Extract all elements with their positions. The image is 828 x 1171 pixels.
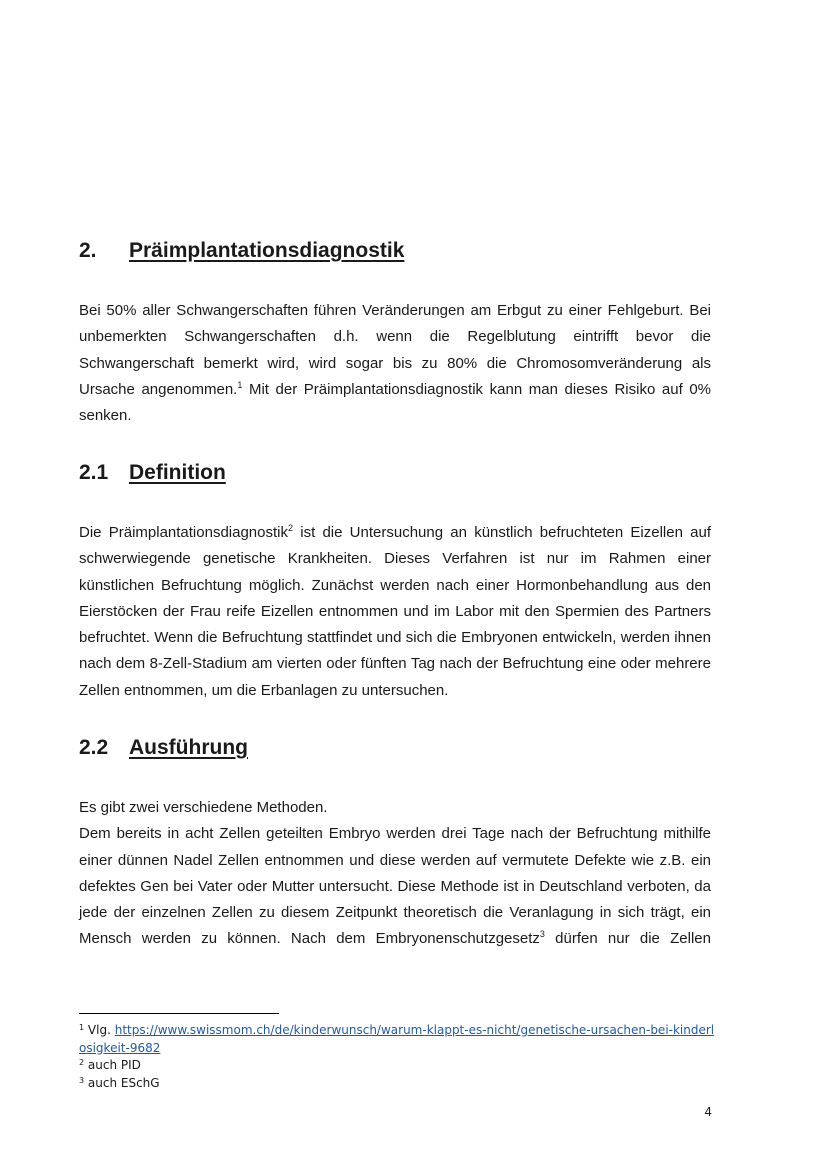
paragraph-text: Die Präimplantationsdiagnostik: [79, 524, 288, 541]
footnote-ref-3: 3: [539, 929, 545, 940]
section-number: 2.1: [79, 461, 109, 484]
footnote-text: auch ESchG: [84, 1075, 160, 1090]
footnote-ref-2: 2: [288, 523, 294, 533]
section-title: Präimplantationsdiagnostik: [129, 239, 405, 262]
section-number: 2.2: [79, 736, 109, 759]
paragraph-text: Mit der Präimplantationsdiagnostik kann man dieses Risiko auf 0% senken.: [79, 380, 712, 425]
section-heading-2-2: [79, 735, 248, 761]
paragraph-definition: [79, 520, 711, 704]
paragraph-line: Es gibt zwei verschiedene Methoden.: [79, 799, 328, 816]
paragraph-intro: [79, 298, 711, 429]
footnote-text: auch PID: [84, 1058, 141, 1072]
paragraph-text: Dem bereits in acht Zellen geteilten Embryo werden drei Tage nach der Befruchtung mithilfe einer dünnen Nadel Zellen entnommen und diese werden auf vermutete Defekte wie z.B. ein defektes Gen bei Vater oder Mutter untersucht. Diese Methode ist in Deutschland verboten, da jede der einzelnen Zellen zu diesem Zeitpunkt theoretisch die Veranlagung in sich trägt, ein Mensch werden zu können. Nach dem Embryonenschutzgesetz: [79, 825, 711, 948]
footnote-separator: [79, 1013, 279, 1014]
section-title: Definition: [129, 461, 226, 484]
page-number: 4: [704, 1105, 712, 1119]
footnotes: [79, 1022, 719, 1092]
footnote-ref-1: 1: [237, 379, 243, 390]
footnote-mark: 2: [79, 1058, 85, 1067]
paragraph-text: Bei 50% aller Schwangerschaften führen Veränderungen am Erbgut zu einer Fehlgeburt. Bei unbemerkten Schwangerschaften d.h. wenn die Regelblutung eintrifft bevor die Schwangerschaft bemerkt wird, wird sogar bis zu 80% die Chromosomveränderung als Ursache angenommen.: [79, 302, 711, 398]
section-title: Ausführung: [129, 736, 248, 759]
footnote-3: [79, 1075, 719, 1093]
section-number: 2.: [79, 239, 97, 262]
section-heading-2-1: [79, 460, 226, 486]
footnote-prefix: Vlg.: [87, 1023, 115, 1037]
paragraph-text: ist die Untersuchung an künstlich befruchteten Eizellen auf schwerwiegende genetische Krankheiten. Dieses Verfahren ist nur im Rahmen einer künstlichen Befruchtung möglich. Zunächst werden nach einer Hormonbehandlung aus den Eierstöcken der Frau reife Eizellen entnommen und im Labor mit den Spermien des Partners befruchtet. Wenn die Befruchtung stattfindet und sich die Embryonen entwickeln, werden ihnen nach dem 8-Zell-Stadium am vierten oder fünften Tag nach der Befruchtung eine oder mehrere Zellen entnommen, um die Erbanlagen zu untersuchen.: [79, 524, 711, 699]
paragraph-text: dürfen nur die Zellen: [544, 930, 711, 948]
footnote-link[interactable]: https://www.swissmom.ch/de/kinderwunsch/warum-klappt-es-nicht/genetische-ursachen-bei-kinderlosigkeit-9682: [79, 1023, 715, 1055]
footnote-mark: 1: [79, 1023, 85, 1032]
section-heading-2: [79, 238, 404, 264]
footnote-mark: 3: [79, 1075, 85, 1085]
paragraph-execution: [79, 795, 711, 953]
footnote-2: [79, 1057, 719, 1075]
footnote-1: [79, 1022, 719, 1057]
paragraph-text-block: [79, 821, 711, 952]
